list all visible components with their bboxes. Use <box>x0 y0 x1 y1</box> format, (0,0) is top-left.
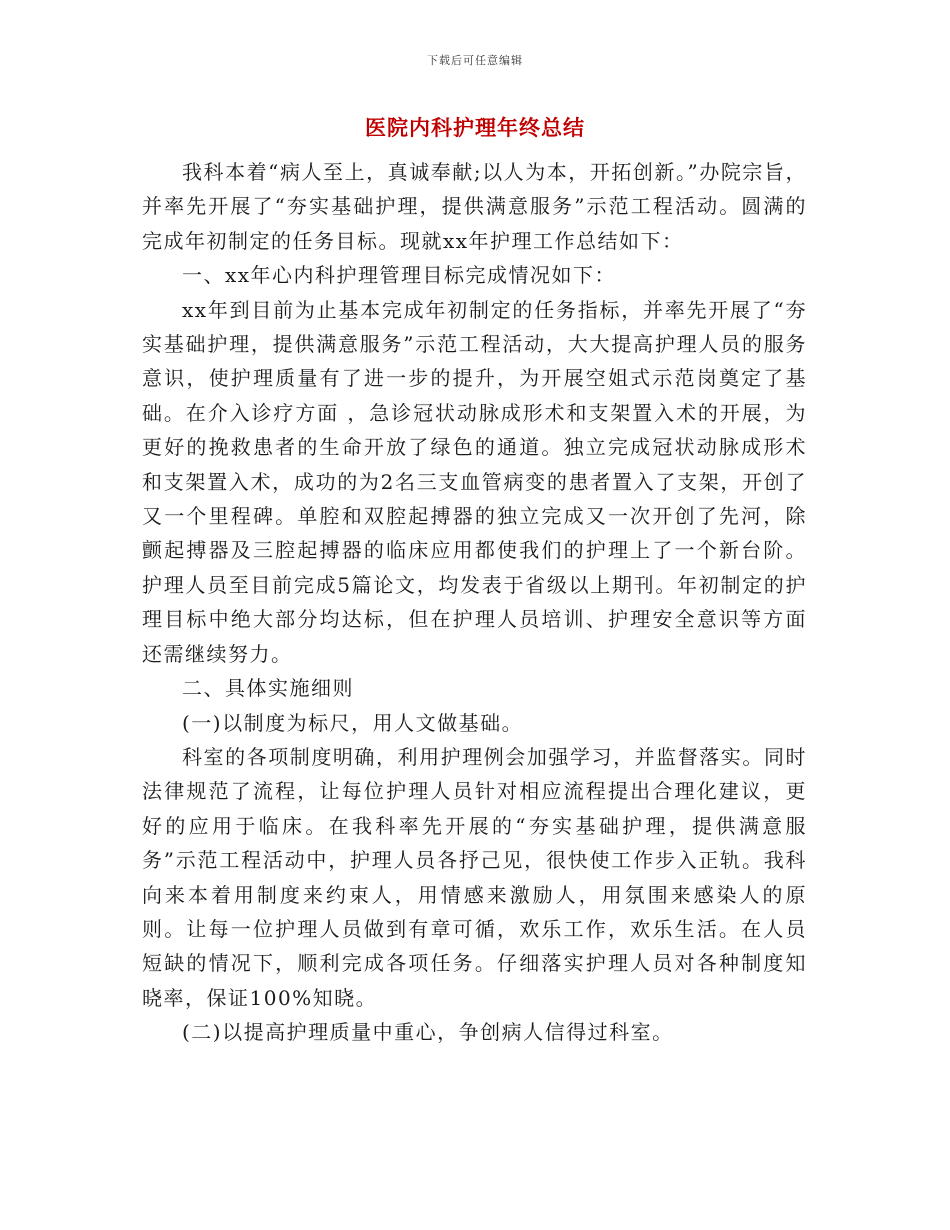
paragraph-section-1: xx年到目前为止基本完成年初制定的任务指标，并率先开展了“夯实基础护理，提供满意服务”示范工程活动，大大提高护理人员的服务意识，使护理质量有了进一步的提升，为开展空姐式示范岗奠定了基础。在介入诊疗方面 ，急诊冠状动脉成形术和支架置入术的开展，为更好的挽救患者的生命开放了绿色的通道。独立完成冠状动脉成形术和支架置入术，成功的为2名三支血管病变的患者置入了支架，开创了又一个里程碑。单腔和双腔起搏器的独立完成又一次开创了先河，除颤起搏器及三腔起搏器的临床应用都使我们的护理上了一个新台阶。护理人员至目前完成5篇论文，均发表于省级以上期刊。年初制定的护理目标中绝大部分均达标，但在护理人员培训、护理安全意识等方面还需继续努力。 <box>142 297 807 666</box>
subsection-heading-1: (一)以制度为标尺，用人文做基础。 <box>182 710 524 735</box>
section-heading-1: 一、xx年心内科护理管理目标完成情况如下： <box>182 263 617 288</box>
section-heading-2: 二、具体实施细则 <box>182 676 354 701</box>
header-note: 下载后可任意编辑 <box>427 54 523 67</box>
document-body <box>142 155 807 1050</box>
paragraph-subsection-1: 科室的各项制度明确，利用护理例会加强学习，并监督落实。同时法律规范了流程，让每位护理人员针对相应流程提出合理化建议，更好的应用于临床。在我科率先开展的“夯实基础护理，提供满意服务”示范工程活动中，护理人员各抒己见，很快使工作步入正轨。我科向来本着用制度来约束人，用情感来激励人，用氛围来感染人的原则。让每一位护理人员做到有章可循，欢乐工作，欢乐生活。在人员短缺的情况下，顺利完成各项任务。仔细落实护理人员对各种制度知晓率，保证100%知晓。 <box>142 744 807 1010</box>
paragraph-intro: 我科本着“病人至上，真诚奉献;以人为本，开拓创新。”办院宗旨，并率先开展了“夯实基础护理，提供满意服务”示范工程活动。圆满的完成年初制定的任务目标。现就xx年护理工作总结如下： <box>142 160 807 253</box>
subsection-heading-2: (二)以提高护理质量中重心，争创病人信得过科室。 <box>182 1020 674 1045</box>
document-title: 医院内科护理年终总结 <box>365 115 585 140</box>
